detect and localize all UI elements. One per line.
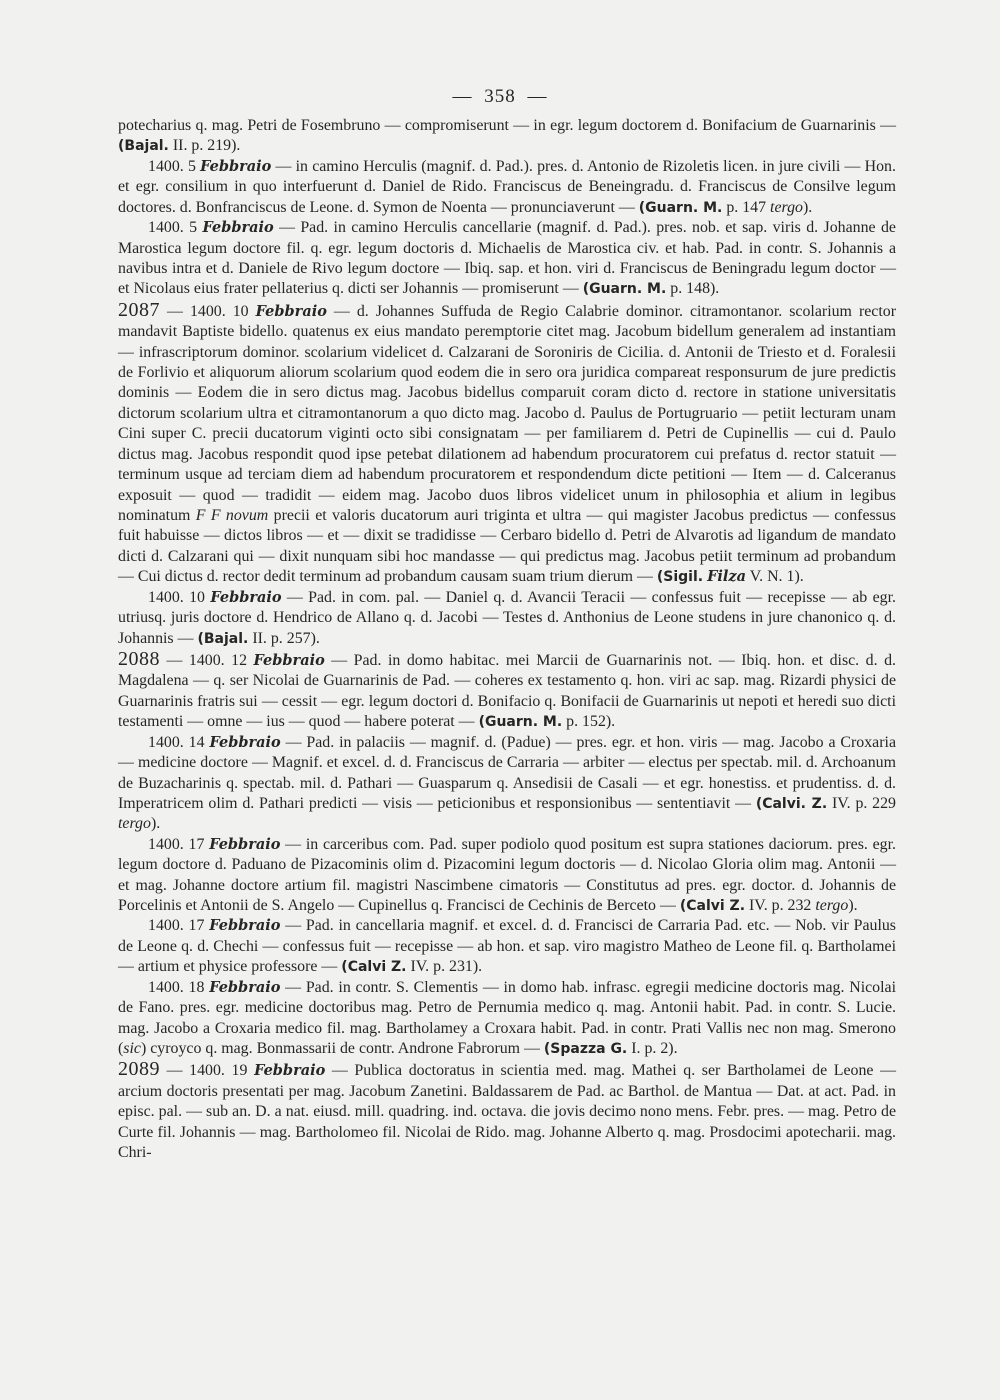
paragraph (118, 978, 896, 1060)
text-run: potecharius q. mag. Petri de Fosembruno — compromiserunt — in egr. legum doctorem d. Bonifacium de Guarnarinis — (118, 117, 896, 134)
page-number: — 358 — (452, 86, 548, 107)
date-month: Febbraio (210, 588, 282, 606)
paragraph (118, 733, 896, 835)
paragraph (118, 218, 896, 300)
date-month: Febbraio (209, 978, 281, 996)
text-run: p. 152). (562, 713, 616, 731)
text-run: — Pad. in camino Herculis cancellarie (magnif. d. Pad.). pres. nob. et sap. viris d. Johanne de Marostica legum doctore fil. q. egr. legum doctoris d. Michaelis de Marostica civ. et hab. Pad. in contr. S. Johannis a navibus intra et d. Daniele de Rivo legum doctore — Ibiq. sap. et hon. viri d. Franciscus de Beningradu legum doctor — et Nicolaus eius frater pellaterius q. dicti ser Johannis — promiserunt — (118, 219, 896, 298)
text-run: 1400. 17 (148, 835, 210, 853)
text-run: — d. Johannes Suffuda de Regio Calabrie dominor. citramontanor. scolarium rector mandavit Baptiste bidello. quatenus ex eius mandato peremptorie citet mag. Jacobum bidellum generalem ad instantiam — infrascriptorum dominor. scolarium videlicet d. Calzarani de Soroniris de Cicilia. d. Antonii de Triesto et d. Foralesii de Forlivio et aliquorum aliorum scolarium quod eodem die in sero ora juridica compareat responsurum de jure predictis dominis — Eodem die in sero dictus mag. Jacobus bidellus comparuit coram dicto d. rectore in statione universitatis dictorum scolarium ultra et citramontanorum a quo dicto mag. Jacobo d. Paulus de Portugruario — petiit lecturam unam Cini super C. precii ducatorum viginti octo sibi consignatam — per familiarem d. Petri de Cupinellis — cui d. Paulo dictus mag. Jacobus respondit quod ipse petebat dilationem ad habendum procuratorem cui prefatus d. rector statuit — terminum usque ad terciam diem ad habendum procuratorem et respondendum dicte petitioni — Item — d. Calceranus exposuit — quod — tradidit — eidem mag. Jacobo duos libros videlicet unum in philosophia et alium in legibus nominatum (118, 302, 896, 525)
source-citation: (Guarn. M. (582, 281, 667, 298)
date-month: Febbraio (253, 651, 325, 669)
text-run: V. N. 1). (746, 568, 804, 586)
text-run: — Pad. in cancellaria magnif. et excel. d. d. Francisci de Carraria Pad. etc. — Nob. vir Paulus de Leone q. d. Chechi — confessus fuit — recepisse — ab hon. et sap. viro magistro Matheo de Leone fil. q. Bartholamei — artium et physice professore — (118, 917, 896, 976)
italic-text: F F novum (195, 507, 269, 525)
source-citation: (Calvi Z. (679, 898, 746, 915)
text-run: — 1400. 12 (160, 651, 254, 669)
document-number: 2088 (118, 647, 160, 670)
text-run: 1400. 17 (148, 917, 210, 935)
text-run: ) cyroyco q. mag. Bonmassarii de contr. Androne Fabrorum — (140, 1039, 544, 1057)
source-citation: (Bajal. (118, 138, 169, 155)
text-run: — Pad. in contr. S. Clementis — in domo hab. infrasc. egregii medicine doctoris mag. Nicolai de Fano. pres. egr. medicine doctoribus mag. Petro de Pernumia medico q. mag. Antonii habit. Pad. in contr. S. Lucie. mag. Jacobo a Croxaria medico fil. mag. Bartholamey a Croxara habit. Pad. in contr. Prati Vallis nec non mag. Smerono ( (118, 978, 896, 1057)
text-run: IV. p. 229 (827, 794, 896, 812)
paragraph (118, 157, 896, 218)
source-citation: (Bajal. (197, 630, 249, 647)
text-run: II. p. 219). (168, 137, 241, 155)
text-run: ). (150, 815, 161, 833)
text-run: p. 147 (722, 198, 771, 216)
text-run: — Pad. in com. pal. — Daniel q. d. Avancii Teracii — confessus fuit — recepisse — ab egr. utriusq. juris doctore d. Hendrico de Allano q. d. Jacobi — Testes d. Anthonius de Leone studens in jure chanonico q. d. Johannis — (118, 588, 896, 647)
paragraph (118, 300, 896, 588)
source-citation: (Guarn. M. (478, 714, 563, 731)
paragraph (118, 835, 896, 917)
source-citation: (Guarn. M. (638, 199, 723, 216)
text-run: — 1400. 19 (160, 1062, 255, 1080)
text-run: 1400. 10 (148, 588, 211, 606)
italic-text: tergo (118, 815, 151, 833)
body-text (118, 116, 896, 1164)
text-run: 1400. 18 (148, 978, 210, 996)
paragraph (118, 1059, 896, 1163)
text-run: precii et valoris ducatorum auri triginta et ultra — qui magister Jacobus predictus — confessus fuit habuisse — dictos libros — et — dixit se tradidisse — Cerbaro bidello d. Petri de Alvarotis ad ligandum de mandato dicti d. Calzarani qui — dixit nunquam sibi hoc mandasse — qui predictus mag. Jacobus petiit terminum ad probandum — Cui dictus d. rector dedit terminum ad probandum causam suam trium dierum — (118, 507, 896, 586)
italic-text: sic (123, 1039, 141, 1057)
text-run: IV. p. 231). (406, 958, 483, 976)
text-run: IV. p. 232 (745, 897, 816, 915)
text-run: — Pad. in domo habitac. mei Marcii de Guarnarinis not. — Ibiq. hon. et disc. d. d. Magdalena — q. ser Nicolai de Guarnarinis de Pad. — coheres ex testamento q. hon. viri ac sap. mag. Rizardi physici de Guarnarinis fratris sui — cessit — egr. legum doctori d. Bonifacio q. Bonifacii de Guarnarinis ut nepoti et heredi suo dicti testamenti — omne — ius — quod — habere poterat — (118, 651, 896, 731)
text-run: — Pad. in palaciis — magnif. d. (Padue) — pres. egr. et hon. viris — mag. Jacobo a Croxaria — medicine doctore — Magnif. et excel. d. d. Franciscus de Carraria — arbiter — electus per spectab. mil. d. Archoanum de Buzacharinis q. spectab. mil. d. Pathari — Guasparum q. Ansedisii de Casali — et egr. honestiss. et prudentiss. d. d. Imperatricem olim d. Pathari predicti — visis — peticionibus et responsionibus — sententiavit — (118, 733, 896, 812)
text-run: ). (802, 198, 813, 216)
source-citation: (Spazza G. (543, 1040, 628, 1057)
page-number-value: 358 (484, 86, 516, 107)
paragraph (118, 916, 896, 977)
text-run: 1400. 5 (148, 219, 203, 237)
paragraph (118, 588, 896, 649)
document-number: 2087 (118, 298, 160, 321)
date-month: Febbraio (255, 302, 327, 320)
date-month: Febbraio (202, 219, 274, 237)
text-run: — Publica doctoratus in scientia med. mag. Mathei q. ser Bartholamei de Leone — arcium doctoris presentati per mag. Jacobum Zanetini. Baldassarem de Pad. ac Barthol. de Mantua — Dat. at act. Pad. in episc. pal. — sub an. D. a nat. eiusd. mill. quadring. ind. octava. die jovis decimo nono mens. Febr. pres. — mag. Petro de Curte fil. Johannis — mag. Bartholomeo fil. Nicolai de Rido. mag. Johanne Alberto q. mag. Prosdocimi apotecharii. mag. Chri- (118, 1062, 896, 1162)
text-run: — in camino Herculis (magnif. d. Pad.). pres. d. Antonio de Rizoletis licen. in jure civili — Hon. et egr. consilium in quo interfuerunt d. Daniel de Rido. Franciscus de Beneingradu. d. Franciscus de Consilve legum doctores. d. Bonfranciscus de Leone. d. Symon de Noenta — pronunciaverunt — (118, 157, 896, 216)
italic-text: tergo (815, 897, 849, 915)
text-run: — in carceribus com. Pad. super podiolo quod positum est supra stationes daciorum. pres. egr. legum doctore d. Paduano de Pizacominis olim d. Pizacomini legum doctoris — d. Nicolao Gloria olim mag. Antonii — et mag. Johanne doctore artium fil. magistri Nascimbene cimatoris — Constitutus ad pres. egr. doctor. d. Johannis de Porcelinis et Antonii de S. Angelo — Cupinellus q. Francisci de Cechinis de Berceto — (118, 835, 897, 915)
source-citation: (Calvi. Z. (755, 795, 828, 812)
text-run: I. p. 2). (627, 1039, 678, 1057)
date-month: Febbraio (254, 1062, 326, 1080)
document-number: 2089 (118, 1058, 160, 1081)
date-month: Febbraio (200, 157, 272, 175)
text-run: — 1400. 10 (160, 302, 256, 320)
paragraph (118, 649, 896, 733)
text-run: II. p. 257). (248, 629, 320, 647)
source-citation: (Calvi Z. (341, 959, 407, 976)
date-month: Febbraio (209, 733, 281, 751)
date-month: Filza (707, 568, 747, 586)
text-run: ). (848, 897, 858, 915)
text-run: p. 148). (666, 280, 720, 298)
paragraph (118, 116, 896, 157)
text-run: 1400. 5 (148, 157, 201, 175)
italic-text: tergo (770, 198, 803, 216)
source-citation: (Sigil. (656, 569, 704, 586)
text-run: 1400. 14 (148, 733, 210, 751)
date-month: Febbraio (209, 835, 281, 853)
date-month: Febbraio (209, 917, 281, 935)
